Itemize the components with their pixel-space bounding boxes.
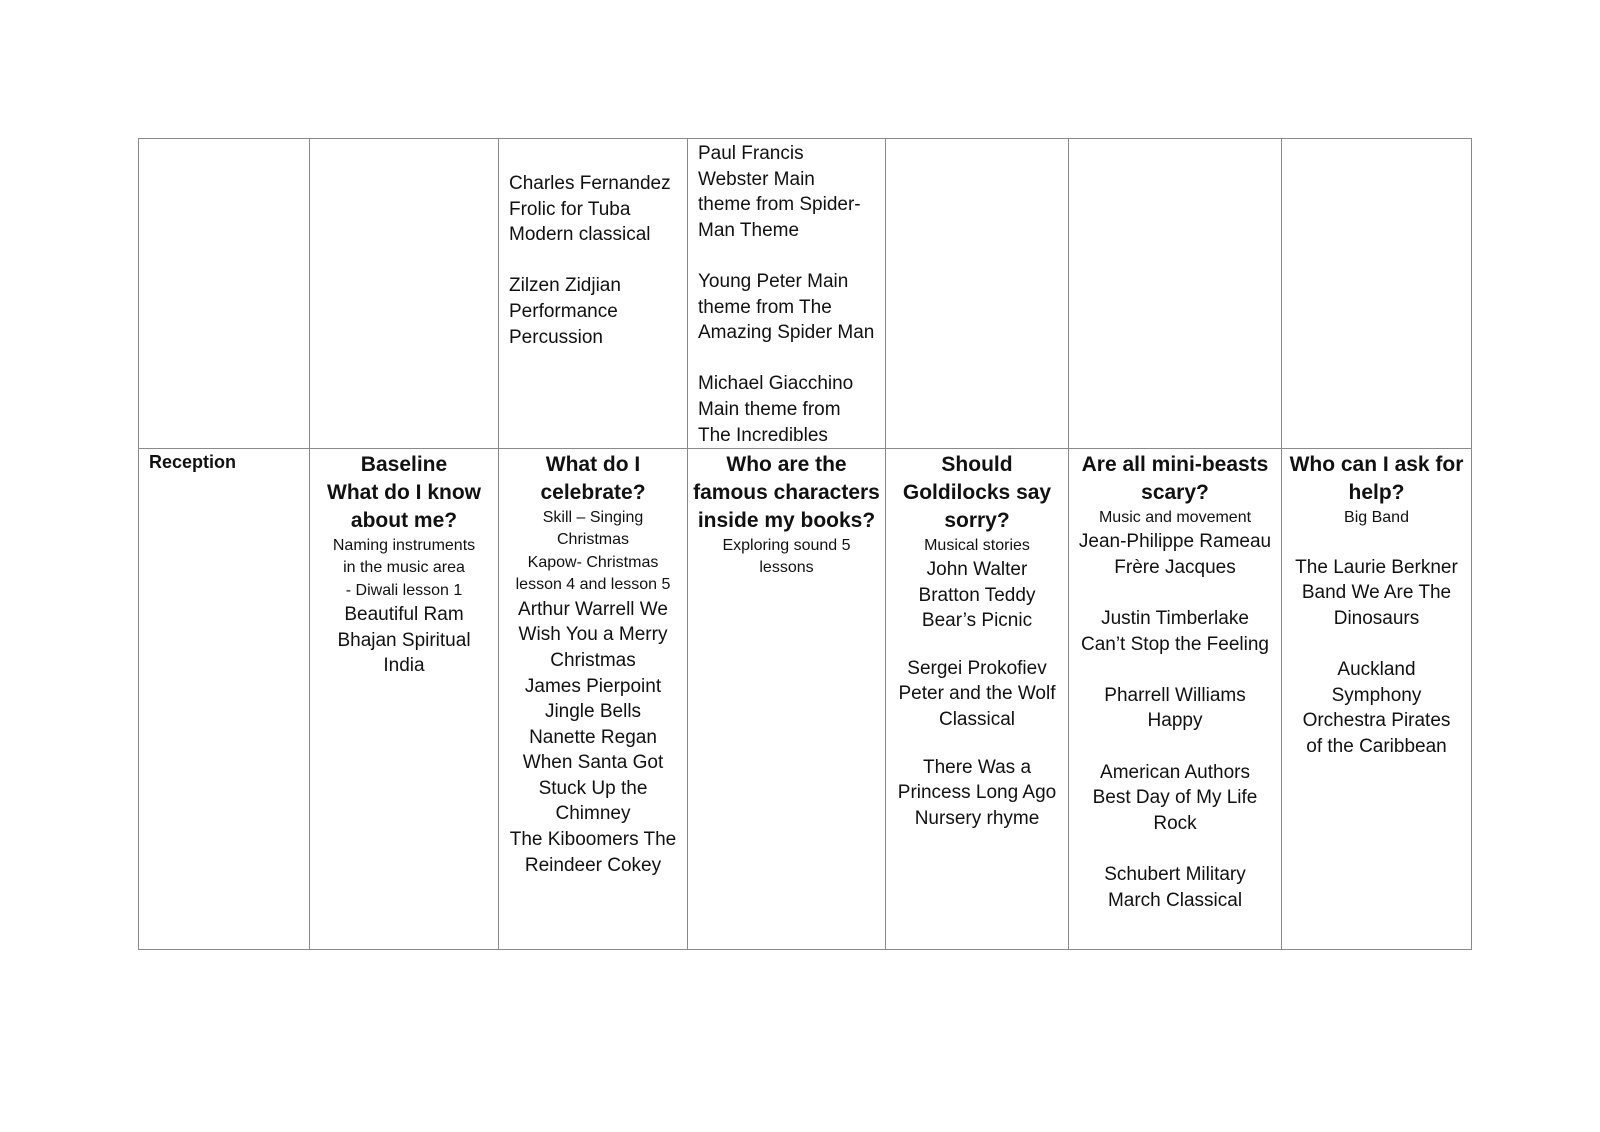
unit-heading: scary? — [1141, 480, 1209, 504]
list-item: of the Caribbean — [1306, 735, 1447, 757]
music-list — [499, 139, 687, 350]
list-item: Rock — [1153, 812, 1197, 834]
unit-note: Christmas — [556, 531, 629, 549]
unit-note: - Diwali lesson 1 — [345, 581, 463, 599]
list-item: theme from The — [698, 296, 832, 318]
unit-heading: about me? — [350, 508, 458, 532]
list-item: Best Day of My Life — [1092, 787, 1258, 809]
list-item: John Walter — [926, 559, 1028, 581]
table-cell-empty — [310, 139, 499, 449]
unit-note: Naming instruments — [332, 536, 476, 554]
list-item: Classical — [938, 708, 1016, 730]
table-cell — [139, 449, 310, 950]
list-item: Frère Jacques — [1114, 556, 1236, 578]
unit-heading: inside my books? — [697, 508, 876, 532]
list-item: Bratton Teddy — [918, 584, 1036, 606]
unit-heading: famous characters — [693, 480, 880, 504]
unit-note: lessons — [759, 559, 814, 577]
table-row — [139, 139, 1472, 449]
list-item: Pharrell Williams — [1104, 684, 1246, 706]
unit-note: Big Band — [1344, 508, 1409, 526]
unit-heading: Goldilocks say — [902, 480, 1052, 504]
list-item: Reindeer Cokey — [524, 854, 662, 876]
list-item: Modern classical — [509, 224, 651, 246]
unit-heading: Are all mini-beasts — [1081, 453, 1269, 477]
list-item: Bhajan Spiritual — [337, 629, 471, 651]
table-row — [139, 449, 1472, 950]
list-item: Auckland — [1337, 659, 1416, 681]
unit-heading: sorry? — [944, 508, 1010, 532]
row-label: Reception — [149, 452, 237, 473]
list-item: Peter and the Wolf — [898, 683, 1056, 705]
list-item: Webster Main — [698, 168, 815, 190]
list-item: Orchestra Pirates — [1302, 710, 1451, 732]
list-item: Jean-Philippe Rameau — [1078, 531, 1272, 553]
unit-heading: Should — [941, 453, 1013, 477]
unit-heading: Who are the — [726, 453, 847, 477]
list-item: Frolic for Tuba — [509, 198, 631, 220]
table-cell — [310, 449, 499, 950]
table-cell-empty — [1069, 139, 1282, 449]
unit-heading: celebrate? — [540, 480, 646, 504]
list-item: Stuck Up the — [538, 777, 648, 799]
table-cell — [688, 449, 886, 950]
table-cell — [886, 449, 1069, 950]
unit-note: Music and movement — [1098, 508, 1252, 526]
list-item: Bear’s Picnic — [921, 610, 1033, 632]
list-item: Justin Timberlake — [1101, 608, 1249, 629]
unit-heading: Baseline — [360, 453, 448, 477]
list-item: March Classical — [1107, 889, 1243, 911]
list-item: Wish You a Merry — [518, 624, 668, 646]
unit-note: Skill – Singing — [542, 508, 644, 526]
list-item: Beautiful Ram — [344, 604, 464, 626]
list-item: Nursery rhyme — [914, 807, 1040, 829]
table-cell — [1069, 449, 1282, 950]
list-item: Can’t Stop the Feeling — [1080, 633, 1269, 655]
list-item: Paul Francis — [698, 143, 804, 164]
unit-heading: Who can I ask for — [1289, 453, 1464, 477]
list-item: Chimney — [555, 803, 631, 825]
unit-note: in the music area — [343, 559, 465, 577]
list-item: Main theme from — [698, 398, 841, 420]
unit-heading: What do I — [545, 453, 641, 477]
unit-note: lesson 4 and lesson 5 — [515, 576, 671, 594]
list-item: Symphony — [1331, 684, 1422, 706]
list-item: Zilzen Zidjian — [509, 275, 621, 297]
unit-heading: help? — [1348, 480, 1405, 504]
list-item: Young Peter Main — [698, 270, 849, 292]
table-cell-empty — [1282, 139, 1472, 449]
list-item: Band We Are The — [1301, 582, 1452, 604]
list-item: When Santa Got — [522, 752, 664, 774]
list-item: James Pierpoint — [524, 675, 662, 697]
list-item: The Kiboomers The — [509, 829, 677, 851]
list-item: Arthur Warrell We — [518, 598, 668, 620]
list-item: Sergei Prokofiev — [907, 657, 1047, 679]
list-item: The Laurie Berkner — [1295, 556, 1458, 578]
list-item: American Authors — [1100, 761, 1250, 783]
list-item: Charles Fernandez — [509, 173, 671, 194]
music-curriculum-table — [138, 138, 1472, 950]
list-item: Happy — [1147, 710, 1203, 732]
list-item: Dinosaurs — [1333, 608, 1420, 629]
table-cell — [1282, 449, 1472, 950]
list-item: Percussion — [509, 326, 603, 348]
table-cell — [499, 449, 688, 950]
table-cell — [499, 139, 688, 449]
list-item: India — [383, 655, 425, 677]
unit-note: Exploring sound 5 — [722, 536, 851, 554]
unit-note: Musical stories — [924, 536, 1030, 554]
list-item: theme from Spider- — [698, 194, 861, 216]
unit-note: Kapow- Christmas — [527, 553, 659, 571]
list-item: Princess Long Ago — [897, 782, 1057, 804]
list-item: Jingle Bells — [544, 701, 642, 723]
list-item: Man Theme — [698, 219, 800, 241]
unit-heading: What do I know — [327, 480, 481, 504]
table-cell — [688, 139, 886, 449]
list-item: Michael Giacchino — [698, 373, 854, 395]
list-item: Schubert Military — [1104, 863, 1246, 885]
table-cell-empty — [139, 139, 310, 449]
list-item: Amazing Spider Man — [698, 322, 875, 344]
list-item: The Incredibles — [698, 424, 828, 446]
list-item: Christmas — [550, 649, 636, 671]
music-list — [688, 139, 885, 448]
list-item: Nanette Regan — [529, 726, 657, 748]
list-item: There Was a — [922, 756, 1032, 778]
list-item: Performance — [509, 300, 618, 322]
table-cell-empty — [886, 139, 1069, 449]
